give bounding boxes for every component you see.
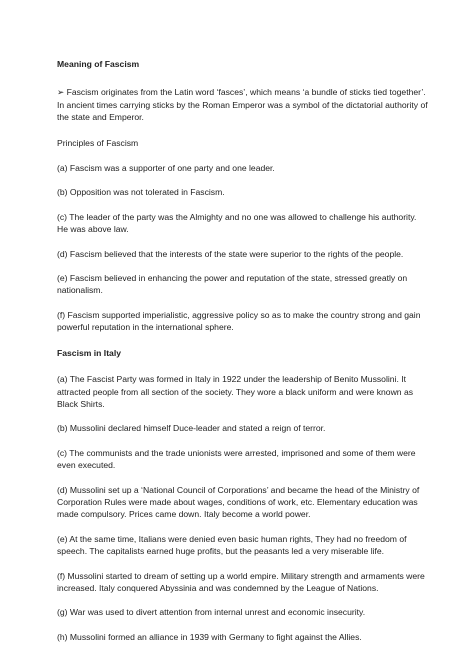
italy-item: (d) Mussolini set up a ‘National Council of Corporations’ and became the head of the Ministry of Corporation Rules were made about wages, conditions of work, etc. Elementary education was made compulsory. Prices came down. Italy become a world power.: [57, 484, 420, 520]
principle-item: (f) Fascism supported imperialistic, aggressive policy so as to make the country strong and gain powerful reputation in the international sphere.: [57, 309, 421, 333]
italy-item: (f) Mussolini started to dream of setting up a world empire. Military strength and armaments were increased. Italy conquered Abyssinia and was condemned by the League of Nations.: [57, 570, 425, 593]
italy-item: (g) War was used to divert attention from internal unrest and economic insecurity.: [57, 607, 366, 618]
principle-item: (e) Fascism believed in enhancing the power and reputation of the state, stressed greatly on nationalism.: [57, 273, 408, 296]
principle-item: (c) The leader of the party was the Almighty and no one was allowed to challenge his authority. He was above law.: [57, 211, 417, 235]
principle-item: (d) Fascism believed that the interests of the state were superior to the rights of the people.: [57, 248, 404, 259]
principles-title: Principles of Fascism: [57, 137, 139, 148]
document-page: [57, 58, 429, 643]
principle-item: (b) Opposition was not tolerated in Fascism.: [57, 187, 225, 198]
heading-meaning-of-fascism: Meaning of Fascism: [57, 59, 140, 69]
italy-item: (a) The Fascist Party was formed in Italy in 1922 under the leadership of Benito Mussolini. It attracted people from all section of the society. They wore a black uniform and were known as Black Shirts.: [57, 374, 414, 409]
heading-fascism-in-italy: Fascism in Italy: [57, 347, 122, 358]
italy-item: (c) The communists and the trade unionists were arrested, imprisoned and some of them were even executed.: [57, 447, 416, 471]
italy-item: (b) Mussolini declared himself Duce-leader and stated a reign of terror.: [57, 423, 326, 434]
italy-item: (e) At the same time, Italians were denied even basic human rights, They had no freedom of speech. The capitalists earned huge profits, but the peasants led a very miserable life.: [57, 533, 407, 557]
italy-item: (h) Mussolini formed an alliance in 1939 with Germany to fight against the Allies.: [57, 631, 362, 642]
principle-item: (a) Fascism was a supporter of one party and one leader.: [57, 163, 275, 174]
intro-paragraph: ➢ Fascism originates from the Latin word ‘fasces’, which means ‘a bundle of sticks tied together’. In ancient times carrying sticks by the Roman Emperor was a symbol of the dictatorial authority of the state and Emperor.: [57, 87, 428, 123]
